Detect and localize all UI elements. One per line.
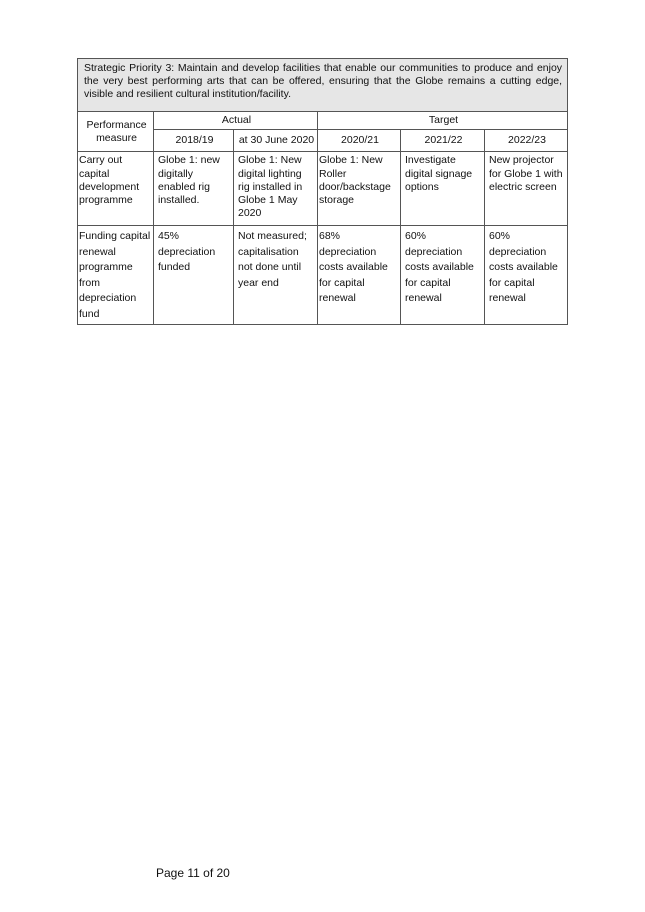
page-number: Page 11 of 20 [156, 866, 230, 880]
table-cell: 60% depreciation costs available for capital renewal [485, 226, 568, 325]
measure-cell: Funding capital renewal programme from depreciation fund [78, 226, 154, 325]
table-row [78, 226, 568, 325]
strategic-priority-table [77, 58, 568, 325]
table-cell: Not measured; capitalisation not done until year end [234, 226, 318, 325]
table-cell: Investigate digital signage options [401, 152, 485, 226]
year-header: 2021/22 [401, 130, 485, 152]
target-header: Target [318, 112, 568, 130]
year-header: 2018/19 [154, 130, 234, 152]
performance-measure-header: Performance measure [78, 112, 154, 152]
table-row [78, 152, 568, 226]
year-header: 2022/23 [485, 130, 568, 152]
table-cell: 68% depreciation costs available for capital renewal [318, 226, 401, 325]
table-cell: New projector for Globe 1 with electric screen [485, 152, 568, 226]
year-header: at 30 June 2020 [234, 130, 318, 152]
strategic-priority-banner: Strategic Priority 3: Maintain and develop facilities that enable our communities to produce and enjoy the very best performing arts that can be offered, ensuring that the Globe remains a cutting edge, visible and resilient cultural institution/facility. [78, 59, 568, 112]
table-cell: Globe 1: New digital lighting rig installed in Globe 1 May 2020 [234, 152, 318, 226]
table-cell: 45% depreciation funded [154, 226, 234, 325]
actual-header: Actual [154, 112, 318, 130]
group-header-row [78, 112, 568, 130]
measure-cell: Carry out capital development programme [78, 152, 154, 226]
year-header: 2020/21 [318, 130, 401, 152]
banner-row [78, 59, 568, 112]
table-cell: Globe 1: new digitally enabled rig installed. [154, 152, 234, 226]
table-cell: 60% depreciation costs available for capital renewal [401, 226, 485, 325]
table-cell: Globe 1: New Roller door/backstage storage [318, 152, 401, 226]
